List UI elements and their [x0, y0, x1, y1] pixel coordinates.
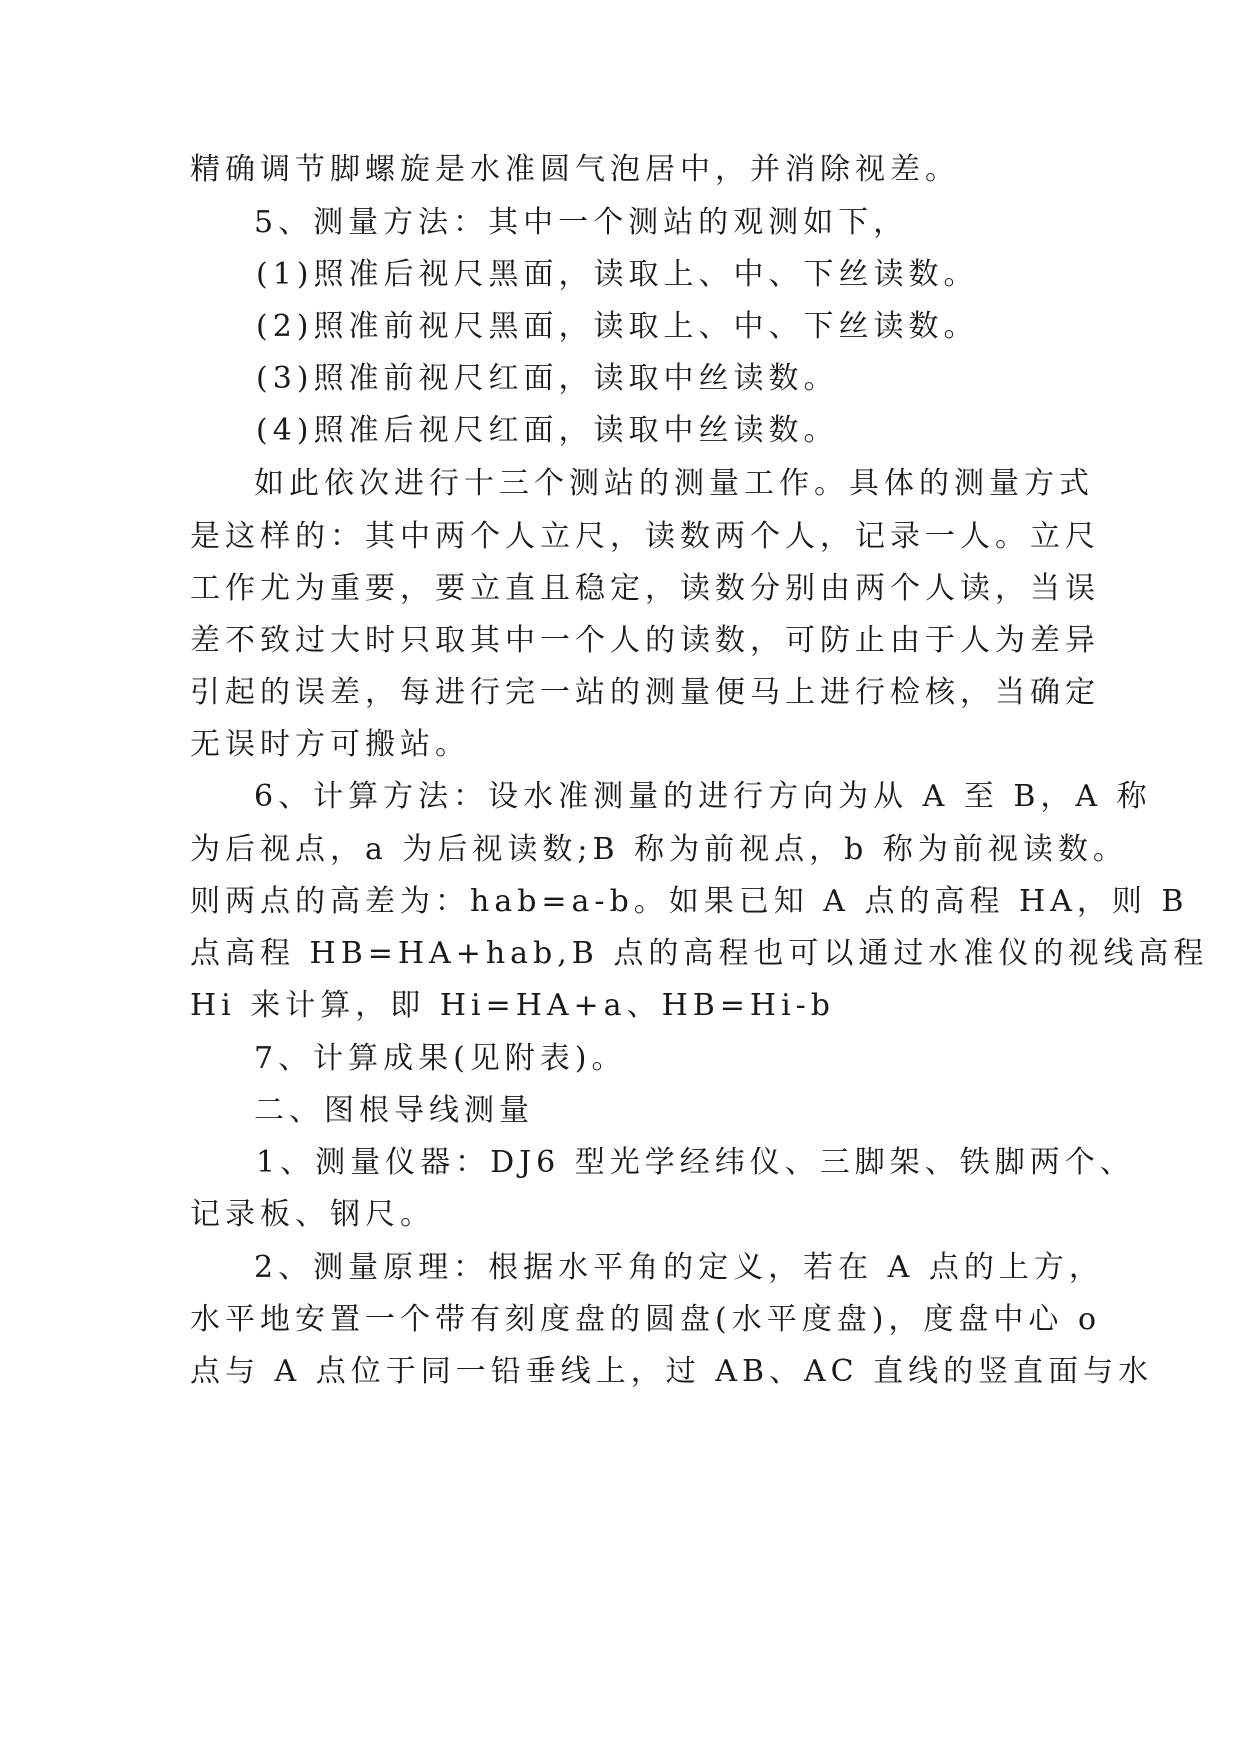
- text-line-7: 如此依次进行十三个测站的测量工作。具体的测量方式: [254, 466, 1094, 501]
- text-line-19: 二、图根导线测量: [254, 1093, 534, 1128]
- text-line-21: 记录板、钢尺。: [190, 1197, 435, 1232]
- text-line-22: 2、测量原理：根据水平角的定义，若在 A 点的上方，: [254, 1250, 1104, 1285]
- text-line-11: 引起的误差，每进行完一站的测量便马上进行检核，当确定: [190, 675, 1100, 710]
- text-line-3: (1)照准后视尺黑面，读取上、中、下丝读数。: [256, 257, 979, 292]
- text-line-16: 点高程 HB=HA+hab,B 点的高程也可以通过水准仪的视线高程: [190, 936, 1209, 971]
- text-line-1: 精确调节脚螺旋是水准圆气泡居中，并消除视差。: [190, 152, 960, 187]
- text-line-12: 无误时方可搬站。: [190, 727, 470, 762]
- text-line-18: 7、计算成果(见附表)。: [254, 1041, 627, 1076]
- text-line-24: 点与 A 点位于同一铅垂线上，过 AB、AC 直线的竖直面与水: [190, 1354, 1154, 1389]
- text-line-13: 6、计算方法：设水准测量的进行方向为从 A 至 B，A 称: [254, 779, 1152, 814]
- text-line-2: 5、测量方法：其中一个测站的观测如下，: [254, 205, 909, 240]
- text-line-20: 1、测量仪器：DJ6 型光学经纬仪、三脚架、铁脚两个、: [256, 1145, 1135, 1180]
- text-line-14: 为后视点，a 为后视读数;B 称为前视点，b 称为前视读数。: [190, 832, 1128, 867]
- text-line-15: 则两点的高差为：hab=a-b。如果已知 A 点的高程 HA，则 B: [190, 884, 1189, 919]
- text-line-9: 工作尤为重要，要立直且稳定，读数分别由两个人读，当误: [190, 571, 1100, 606]
- text-line-6: (4)照准后视尺红面，读取中丝读数。: [256, 413, 839, 448]
- text-line-23: 水平地安置一个带有刻度盘的圆盘(水平度盘)，度盘中心 o: [190, 1302, 1102, 1337]
- text-line-10: 差不致过大时只取其中一个人的读数，可防止由于人为差异: [190, 623, 1100, 658]
- text-line-17: Hi 来计算，即 Hi=HA+a、HB=Hi-b: [190, 988, 836, 1023]
- text-line-4: (2)照准前视尺黑面，读取上、中、下丝读数。: [256, 309, 979, 344]
- text-line-5: (3)照准前视尺红面，读取中丝读数。: [256, 361, 839, 396]
- text-line-8: 是这样的：其中两个人立尺，读数两个人，记录一人。立尺: [190, 519, 1100, 554]
